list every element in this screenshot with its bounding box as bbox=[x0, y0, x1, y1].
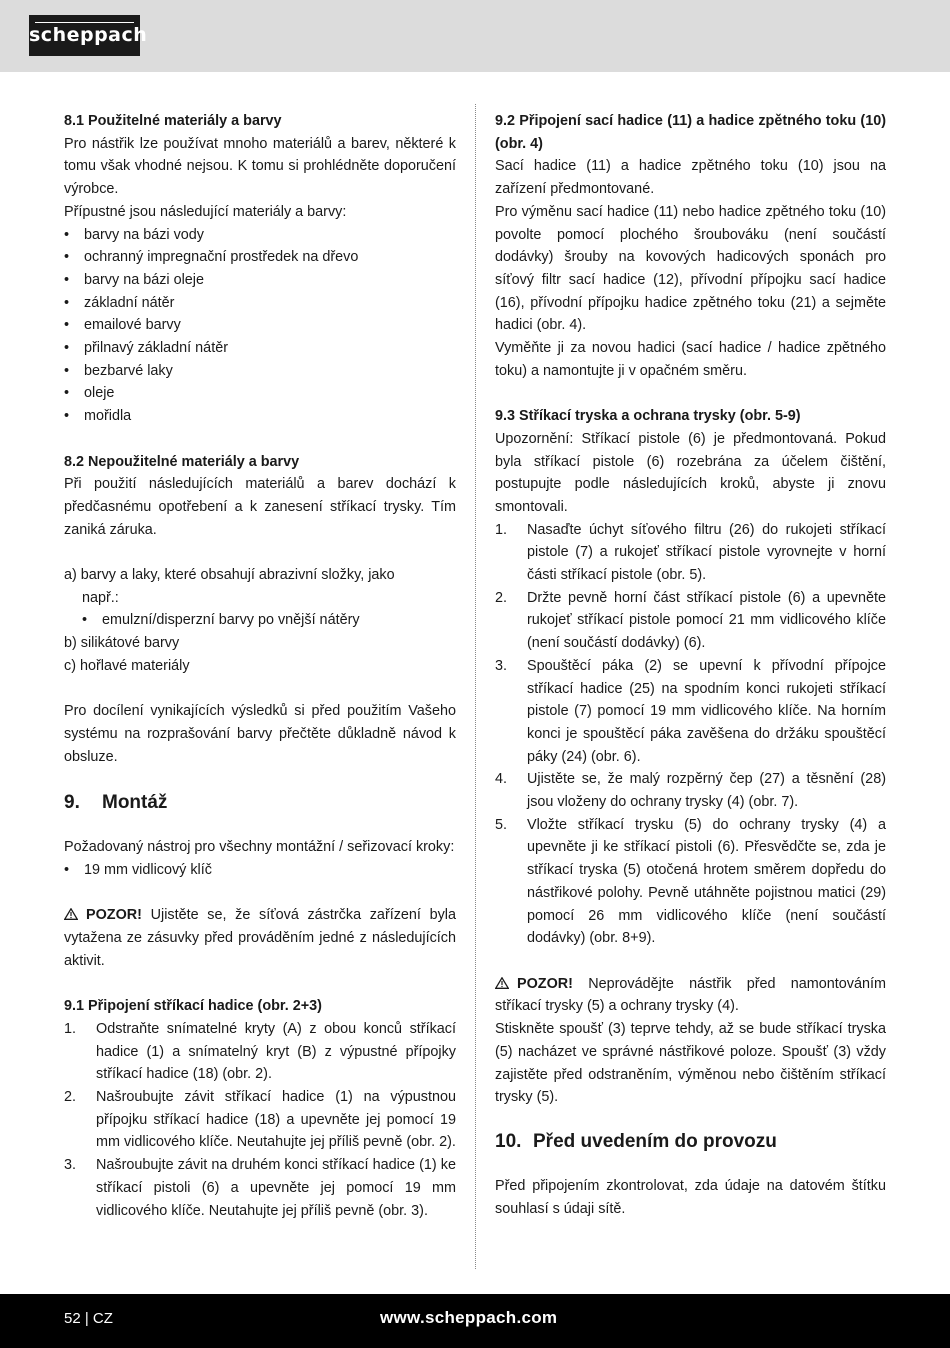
section-9-2-title: 9.2 Připojení sací hadice (11) a hadice zpětného toku (10) (obr. 4) bbox=[495, 113, 886, 152]
step-text: Odstraňte snímatelné kryty (A) z obou konců stříkací hadice (1) a snímatelný kryt (B) z výpustné přípojky stříkací hadice (18) (obr. 2). bbox=[96, 1020, 456, 1083]
step-number: 2. bbox=[64, 1089, 77, 1106]
section-8-2-title: 8.2 Nepoužitelné materiály a barvy bbox=[64, 453, 300, 470]
numbered-item bbox=[64, 1154, 456, 1222]
warning-triangle-icon bbox=[64, 908, 78, 920]
list-item: • bezbarvé laky bbox=[64, 360, 456, 383]
list-item: • oleje bbox=[64, 382, 456, 405]
section-9-1-title: 9.1 Připojení stříkací hadice (obr. 2+3) bbox=[64, 998, 322, 1015]
page-header bbox=[0, 0, 950, 72]
step-text: Spouštěcí páka (2) se upevní k přívodní přípojce stříkací hadice (25) na spodním konci rukojeti stříkací pistole (7) pomocí 19 mm vidlicového klíče. Na horním konci je spouštěcí páka zavěšena do držáku spouštěcí páky (24) (obr. 6). bbox=[527, 657, 886, 765]
section-title: Před uvedením do provozu bbox=[533, 1130, 777, 1152]
warning-paragraph bbox=[64, 904, 456, 972]
warning-paragraph bbox=[495, 973, 886, 1018]
right-column bbox=[495, 110, 886, 1220]
step-number: 4. bbox=[495, 771, 508, 788]
numbered-item bbox=[495, 519, 886, 587]
numbered-item bbox=[495, 814, 886, 950]
list-item: • přilnavý základní nátěr bbox=[64, 337, 456, 360]
page-footer bbox=[0, 1294, 950, 1348]
column-divider bbox=[475, 104, 476, 1269]
trigger-note: Stiskněte spoušť (3) teprve tehdy, až se bude stříkací tryska (5) nacházet ve správné nástřikové poloze. Spoušť (3) vždy zajistěte před odstraněním, výměnou nebo čištěním stříkací trysky (5). bbox=[495, 1021, 886, 1106]
step-text: Našroubujte závit na druhém konci stříkací hadice (1) ke stříkací pistoli (6) a upevněte jej pomocí 19 mm vidlicového klíče. Neutahujte jej příliš pevně (obr. 3). bbox=[96, 1157, 456, 1219]
numbered-item bbox=[495, 587, 886, 655]
list-item: • 19 mm vidlicový klíč bbox=[64, 859, 456, 882]
step-number: 5. bbox=[495, 816, 508, 833]
section-8-1-allowed: Přípustné jsou následující materiály a barvy: bbox=[64, 203, 347, 220]
item-b: b) silikátové barvy bbox=[64, 635, 180, 652]
numbered-item bbox=[495, 655, 886, 769]
step-text: Vložte stříkací trysku (5) do ochrany trysky (4) a upevněte ji ke stříkací pistoli (6). Přesvědčte se, zda je stříkací tryska (5) otočená hrotem směrem dopředu do nástřikové polohy. Pevně utáhněte pojistnou matici (29) pomocí 26 mm vidlicového klíče (není součástí dodávky) (obr. 8+9). bbox=[527, 816, 886, 947]
section-9-2-p3: Vyměňte ji za novou hadici (sací hadice / hadice zpětného toku) a namontujte ji v opačném směru. bbox=[495, 340, 886, 379]
step-number: 3. bbox=[495, 657, 508, 674]
section-8-1-intro: Pro nástřik lze používat mnoho materiálů a barev, některé k tomu však vhodné nejsou. K tomu si prohlédněte doporučení výrobce. bbox=[64, 135, 456, 198]
list-item: • emulzní/disperzní barvy po vnější nátěry bbox=[64, 609, 456, 632]
warning-label: POZOR! bbox=[86, 907, 142, 924]
section-9-3-title: 9.3 Stříkací tryska a ochrana trysky (obr. 5-9) bbox=[495, 408, 801, 425]
step-text: Držte pevně horní část stříkací pistole (6) a upevněte rukojeť stříkací pistole pomocí 21 mm vidlicového klíče (není součástí dodávky) (6). bbox=[527, 589, 886, 652]
section-8-1-title: 8.1 Použitelné materiály a barvy bbox=[64, 113, 282, 129]
section-9-intro: Požadovaný nástroj pro všechny montážní / seřizovací kroky: bbox=[64, 839, 455, 856]
list-item: • barvy na bázi oleje bbox=[64, 269, 456, 292]
section-8-2-note: Pro docílení vynikajících výsledků si před použitím Vašeho systému na rozprašování barvy přečtěte důkladně návod k obsluze. bbox=[64, 703, 456, 765]
numbered-item bbox=[64, 1018, 456, 1086]
section-number: 9. bbox=[64, 792, 80, 814]
item-c: c) hořlavé materiály bbox=[64, 657, 190, 674]
item-a: a) barvy a laky, které obsahují abrazivní složky, jako bbox=[64, 567, 395, 584]
item-a-cont: např.: bbox=[82, 589, 119, 606]
warning-text: Ujistěte se, že síťová zástrčka zařízení byla vytažena ze zásuvky před prováděním jedné z následujících aktivit. bbox=[64, 907, 456, 969]
section-8-2-intro: Při použití následujících materiálů a barev dochází k předčasnému opotřebení a k zanesení stříkací trysky. Tím zaniká záruka. bbox=[64, 476, 456, 538]
step-text: Našroubujte závit stříkací hadice (1) na výpustnou přípojku stříkací hadice (18) a upevněte jej pomocí 19 mm vidlicového klíče. Neutahujte jej příliš pevně (obr. 2). bbox=[96, 1089, 456, 1151]
logo-text: scheppach bbox=[29, 24, 148, 46]
step-number: 3. bbox=[64, 1157, 77, 1174]
step-number: 1. bbox=[495, 521, 508, 538]
section-title: Montáž bbox=[102, 792, 168, 814]
list-item: • základní nátěr bbox=[64, 292, 456, 315]
numbered-item bbox=[495, 768, 886, 813]
section-9-heading bbox=[64, 790, 456, 816]
section-9-2-p1: Sací hadice (11) a hadice zpětného toku (10) jsou na zařízení předmontované. bbox=[495, 158, 886, 198]
section-10-p1: Před připojením zkontrolovat, zda údaje na datovém štítku souhlasí s údaji sítě. bbox=[495, 1177, 886, 1217]
page-number: 52 | CZ bbox=[64, 1310, 113, 1327]
list-item: • ochranný impregnační prostředek na dřevo bbox=[64, 246, 456, 269]
section-9-2-p2: Pro výměnu sací hadice (11) nebo hadice zpětného toku (10) povolte pomocí plochého šroubováku (není součástí dodávky) šrouby na kovových hadicových sponách pro síťový filtr sací hadice (12), přívodní přípojku sací hadice (16), přívodní přípojku hadice zpětného toku (21) a sejměte hadici (obr. 4). bbox=[495, 203, 886, 334]
left-column bbox=[64, 110, 456, 1222]
step-number: 1. bbox=[64, 1020, 77, 1037]
section-9-3-note: Upozornění: Stříkací pistole (6) je předmontovaná. Pokud byla stříkací pistole (6) rozebrána za účelem čištění, postupujte podle následujících kroků, abyste ji znovu smontovali. bbox=[495, 430, 886, 515]
list-item: • barvy na bázi vody bbox=[64, 224, 456, 247]
website-url: www.scheppach.com bbox=[380, 1308, 558, 1327]
step-text: Nasaďte úchyt síťového filtru (26) do rukojeti stříkací pistole (7) a rukojeť stříkací pistole vyrovnejte v horní části stříkací pistole (obr. 5). bbox=[527, 521, 886, 584]
numbered-item bbox=[64, 1086, 456, 1154]
list-item: • mořidla bbox=[64, 405, 456, 428]
warning-text: Neprovádějte nástřik před namontováním stříkací trysky (5) a ochrany trysky (4). bbox=[495, 975, 886, 1015]
scheppach-logo bbox=[29, 15, 148, 56]
warning-triangle-icon bbox=[495, 977, 509, 989]
section-number: 10. bbox=[495, 1130, 522, 1152]
list-item: • emailové barvy bbox=[64, 314, 456, 337]
section-10-heading bbox=[495, 1129, 886, 1155]
warning-label: POZOR! bbox=[517, 975, 573, 992]
step-number: 2. bbox=[495, 589, 508, 606]
step-text: Ujistěte se, že malý rozpěrný čep (27) a těsnění (28) jsou vloženy do ochrany trysky (4) (obr. 7). bbox=[527, 771, 886, 811]
